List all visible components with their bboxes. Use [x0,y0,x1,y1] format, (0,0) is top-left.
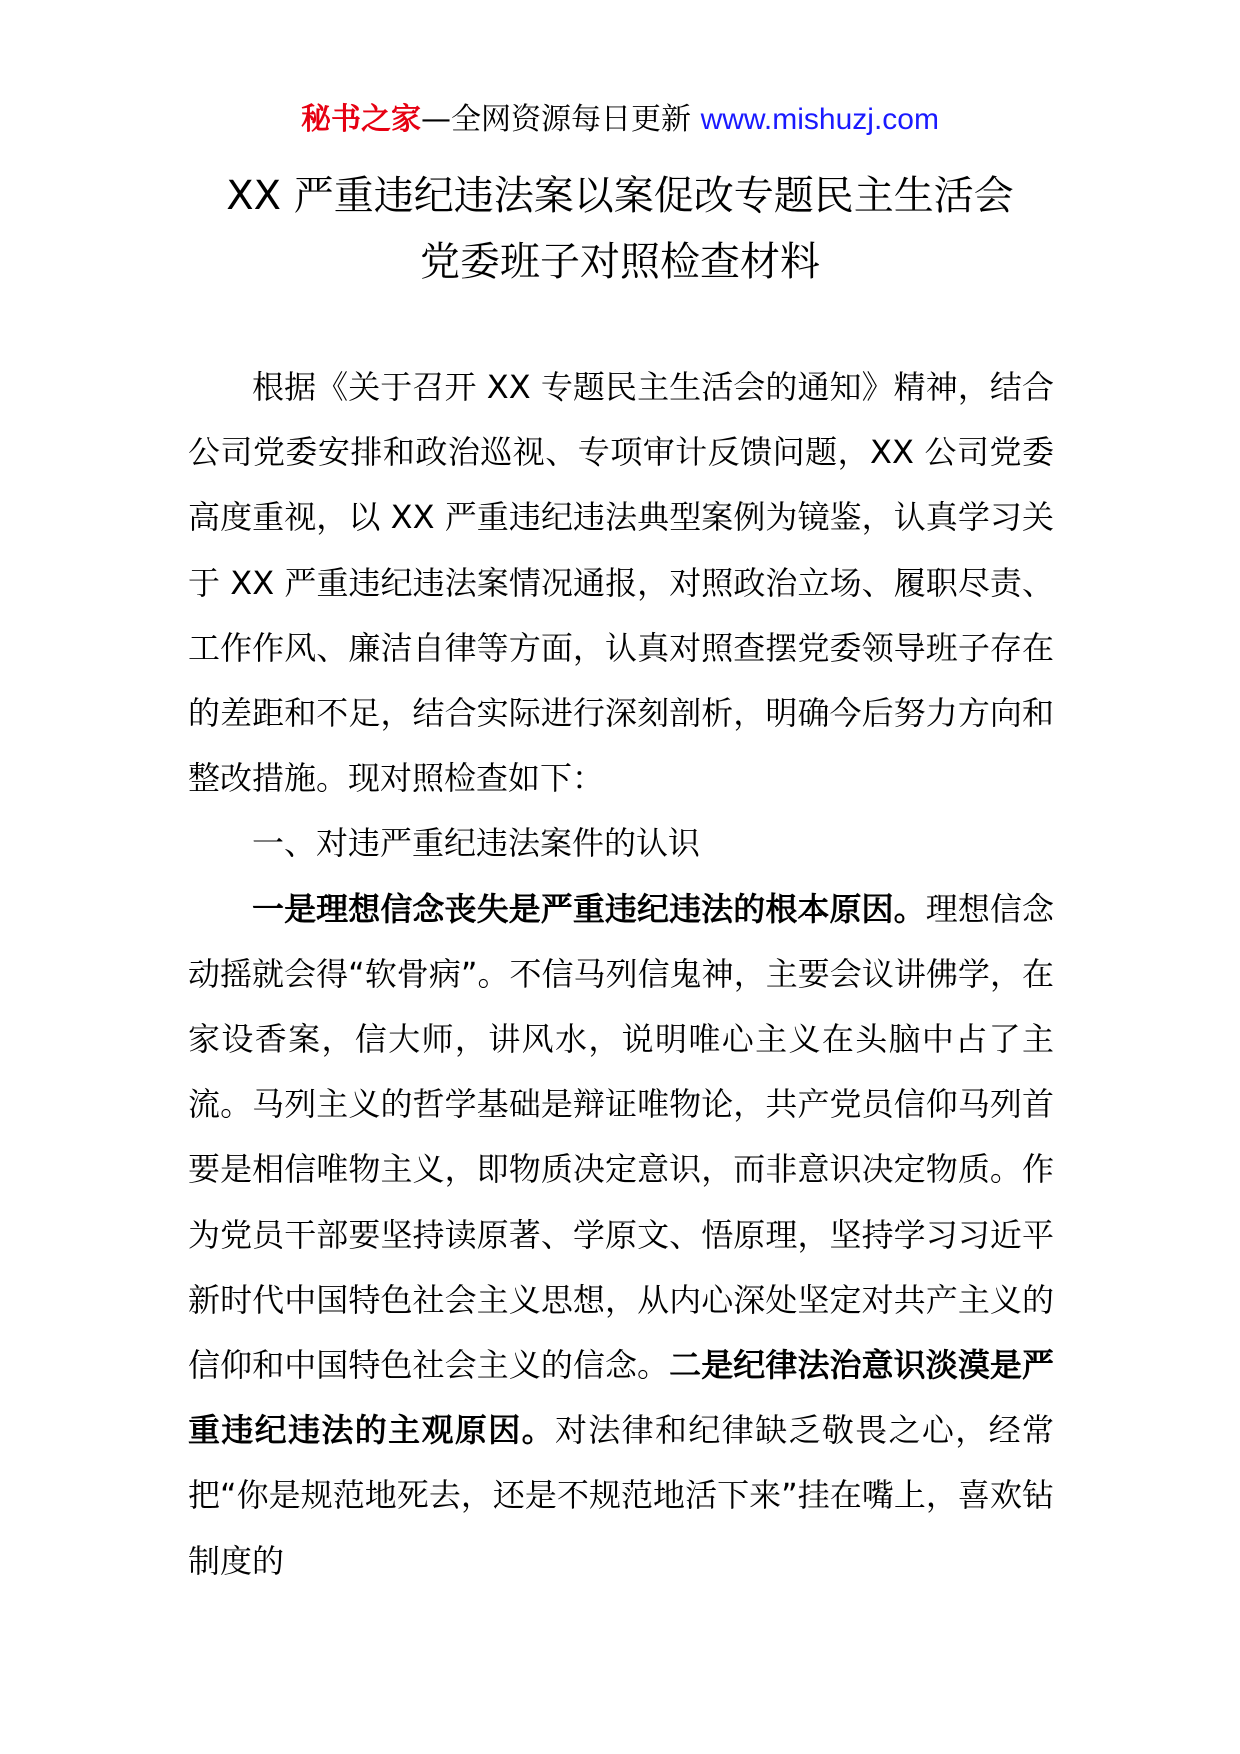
section-1-heading: 一、对违严重纪违法案件的认识 [252,824,701,863]
point-paragraph [188,877,1054,1594]
document-body [188,355,1054,1594]
document-title-line-2: 党委班子对照检查材料 [420,239,820,285]
document-title-line-1: XX 严重违纪违法案以案促改专题民主生活会 [226,173,1014,219]
header-tagline: —全网资源每日更新 [421,102,701,137]
point-1-lead: 一是理想信念丧失是严重违纪违法的根本原因。 [252,889,926,928]
point-2-lead: 二是纪律法治意识淡漠是严重违纪违法的主观原因。 [188,1346,1054,1450]
brand-name: 秘书之家 [301,102,422,137]
point-2-text: 对法律和纪律缺乏敬畏之心，经常把“你是规范地死去，还是不规范地活下来”挂在嘴上，喜欢钻制度的 [188,1411,1054,1580]
watermark-header [0,100,1240,140]
point-1-text: 理想信念动摇就会得“软骨病”。不信马列信鬼神，主要会议讲佛学，在家设香案，信大师，讲风水，说明唯心主义在头脑中占了主流。马列主义的哲学基础是辩证唯物论，共产党员信仰马列首要是相信唯物主义，即物质决定意识，而非意识决定物质。作为党员干部要坚持读原著、学原文、悟原理，坚持学习习近平新时代中国特色社会主义思想，从内心深处坚定对共产主义的信仰和中国特色社会主义的信念。 [188,889,1054,1385]
site-url-link[interactable]: www.mishuzj.com [700,103,939,136]
intro-paragraph: 根据《关于召开 XX 专题民主生活会的通知》精神，结合公司党委安排和政治巡视、专项审计反馈问题，XX 公司党委高度重视，以 XX 严重违纪违法典型案例为镜鉴，认真学习关于 XX 严重违纪违法案情况通报，对照政治立场、履职尽责、工作作风、廉洁自律等方面，认真对照查摆党委领导班子存在的差距和不足，结合实际进行深刻剖析，明确今后努力方向和整改措施。现对照检查如下： [188,368,1054,798]
